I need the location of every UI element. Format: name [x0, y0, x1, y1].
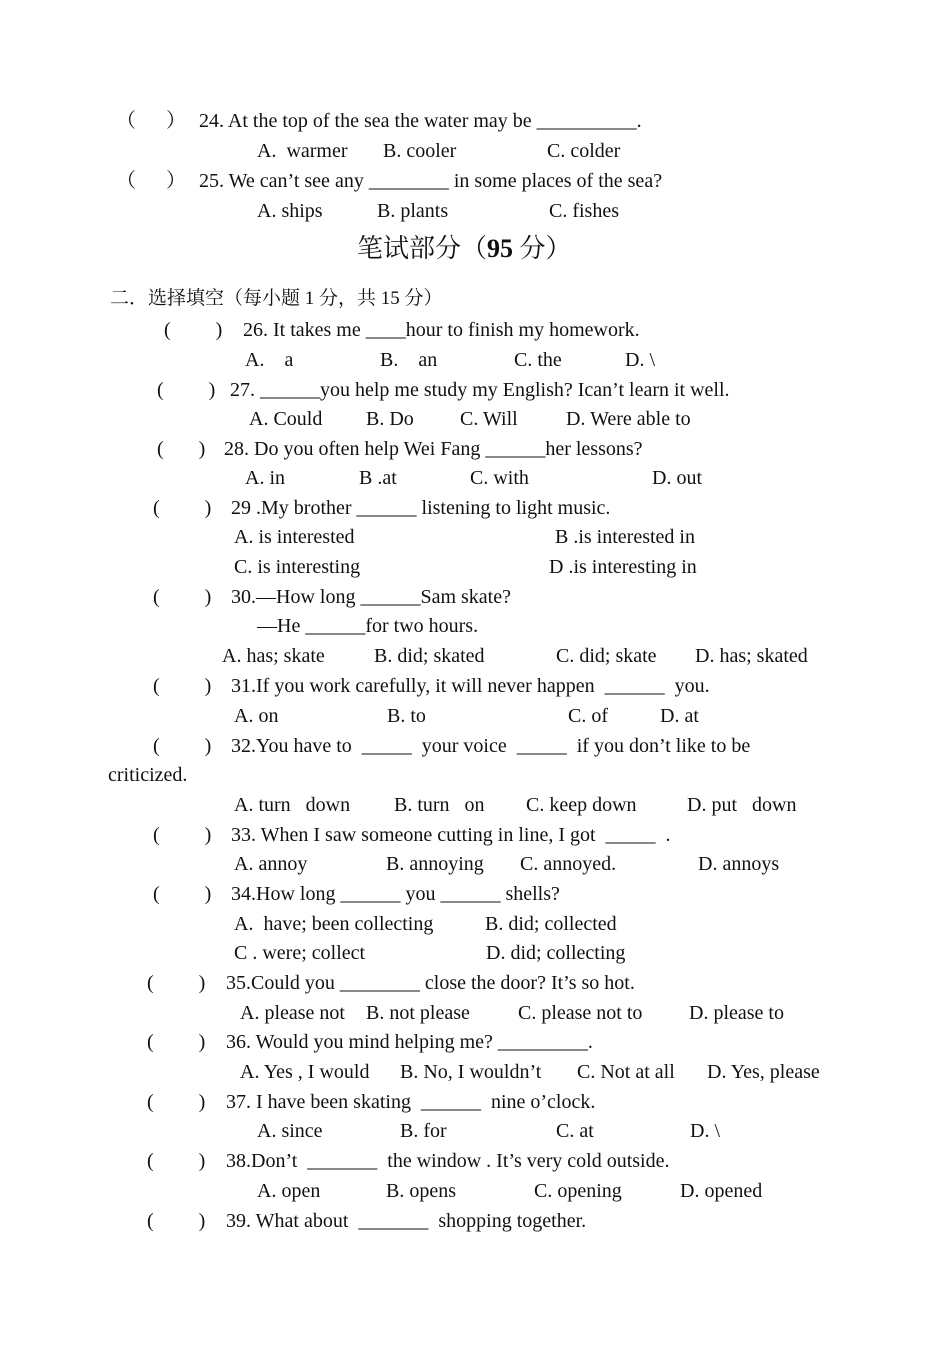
- q30-option-b: B. did; skated: [374, 645, 485, 667]
- q34-option-c: C . were; collect: [234, 942, 366, 964]
- q27-option-a: A. Could: [249, 408, 323, 430]
- q34-paren: ( ): [153, 883, 212, 905]
- q38-option-a: A. open: [257, 1180, 321, 1202]
- q24-paren: （ ）: [116, 110, 186, 132]
- q29-option-a: A. is interested: [234, 526, 355, 548]
- q32-stem-line-2: criticized.: [108, 764, 188, 786]
- q28-option-b: B .at: [359, 467, 397, 489]
- q36-option-c: C. Not at all: [577, 1061, 675, 1083]
- q30-option-d: D. has; skated: [695, 645, 808, 667]
- q32-option-d: D. put down: [687, 794, 797, 816]
- q26-option-a: A. a: [245, 349, 294, 371]
- q34-option-a: A. have; been collecting: [234, 913, 434, 935]
- q35-option-a: A. please not: [240, 1002, 345, 1024]
- q31-option-b: B. to: [387, 705, 426, 727]
- q28-option-c: C. with: [470, 467, 529, 489]
- q32-stem: 32.You have to _____ your voice _____ if you don’t like to be: [231, 735, 751, 757]
- q38-paren: ( ): [147, 1150, 206, 1172]
- q26-stem: 26. It takes me ____hour to finish my homework.: [243, 319, 640, 341]
- q31-option-a: A. on: [234, 705, 279, 727]
- q32-option-b: B. turn on: [394, 794, 485, 816]
- q38-option-d: D. opened: [680, 1180, 763, 1202]
- q26-option-d: D. \: [625, 349, 655, 371]
- q28-paren: ( ): [157, 438, 206, 460]
- q32-paren: ( ): [153, 735, 212, 757]
- q30-option-c: C. did; skate: [556, 645, 657, 667]
- q30-stem: 30.—How long ______Sam skate?: [231, 586, 511, 608]
- q29-option-d: D .is interesting in: [549, 556, 697, 578]
- q37-option-b: B. for: [400, 1120, 447, 1142]
- section-2-heading: 二．选择填空（每小题 1 分，共 15 分）: [110, 288, 443, 309]
- q29-option-c: C. is interesting: [234, 556, 361, 578]
- q24-option-b: B. cooler: [383, 140, 457, 162]
- q25-paren: （ ）: [116, 170, 186, 192]
- q38-option-b: B. opens: [386, 1180, 456, 1202]
- q37-stem: 37. I have been skating ______ nine o’clock.: [226, 1091, 596, 1113]
- q25-option-c: C. fishes: [549, 200, 619, 222]
- q34-option-b: B. did; collected: [485, 913, 617, 935]
- q38-option-c: C. opening: [534, 1180, 622, 1202]
- q28-stem: 28. Do you often help Wei Fang ______her lessons?: [224, 438, 643, 460]
- q26-paren: ( ): [164, 319, 223, 341]
- q25-option-a: A. ships: [257, 200, 323, 222]
- q27-option-d: D. Were able to: [566, 408, 691, 430]
- q35-option-c: C. please not to: [518, 1002, 643, 1024]
- q35-paren: ( ): [147, 972, 206, 994]
- q38-stem: 38.Don’t _______ the window . It’s very cold outside.: [226, 1150, 670, 1172]
- q37-option-d: D. \: [690, 1120, 720, 1142]
- q35-option-b: B. not please: [366, 1002, 470, 1024]
- q33-stem: 33. When I saw someone cutting in line, I got _____ .: [231, 824, 671, 846]
- q35-stem: 35.Could you ________ close the door? It’s so hot.: [226, 972, 635, 994]
- q37-option-c: C. at: [556, 1120, 594, 1142]
- q32-option-c: C. keep down: [526, 794, 637, 816]
- section-title: 笔试部分（95 分）: [357, 234, 572, 263]
- q29-stem: 29 .My brother ______ listening to light music.: [231, 497, 611, 519]
- q25-stem: 25. We can’t see any ________ in some places of the sea?: [199, 170, 663, 192]
- q31-paren: ( ): [153, 675, 212, 697]
- q27-option-c: C. Will: [460, 408, 518, 430]
- q30-option-a: A. has; skate: [222, 645, 325, 667]
- q33-option-a: A. annoy: [234, 853, 308, 875]
- q29-paren: ( ): [153, 497, 212, 519]
- q24-stem: 24. At the top of the sea the water may be __________.: [199, 110, 642, 132]
- q28-option-a: A. in: [245, 467, 285, 489]
- q31-stem: 31.If you work carefully, it will never happen ______ you.: [231, 675, 710, 697]
- q34-option-d: D. did; collecting: [486, 942, 626, 964]
- q27-stem: 27. ______you help me study my English? Ican’t learn it well.: [230, 379, 730, 401]
- q36-option-d: D. Yes, please: [707, 1061, 820, 1083]
- q36-stem: 36. Would you mind helping me? _________.: [226, 1031, 593, 1053]
- q39-stem: 39. What about _______ shopping together.: [226, 1210, 587, 1232]
- q31-option-d: D. at: [660, 705, 699, 727]
- q37-paren: ( ): [147, 1091, 206, 1113]
- q29-option-b: B .is interested in: [555, 526, 695, 548]
- q26-option-b: B. an: [380, 349, 438, 371]
- q24-option-c: C. colder: [547, 140, 621, 162]
- q30-stem-line-2: —He ______for two hours.: [257, 615, 479, 637]
- q25-option-b: B. plants: [377, 200, 449, 222]
- q37-option-a: A. since: [257, 1120, 323, 1142]
- q33-option-c: C. annoyed.: [520, 853, 617, 875]
- q28-option-d: D. out: [652, 467, 702, 489]
- q35-option-d: D. please to: [689, 1002, 784, 1024]
- q33-option-b: B. annoying: [386, 853, 484, 875]
- q27-option-b: B. Do: [366, 408, 414, 430]
- q36-paren: ( ): [147, 1031, 206, 1053]
- q36-option-b: B. No, I wouldn’t: [400, 1061, 542, 1083]
- q30-paren: ( ): [153, 586, 212, 608]
- q26-option-c: C. the: [514, 349, 562, 371]
- q31-option-c: C. of: [568, 705, 608, 727]
- q24-option-a: A. warmer: [257, 140, 348, 162]
- q36-option-a: A. Yes , I would: [240, 1061, 370, 1083]
- q39-paren: ( ): [147, 1210, 206, 1232]
- q27-paren: ( ): [157, 379, 216, 401]
- q32-option-a: A. turn down: [234, 794, 351, 816]
- q34-stem: 34.How long ______ you ______ shells?: [231, 883, 560, 905]
- q33-paren: ( ): [153, 824, 212, 846]
- q33-option-d: D. annoys: [698, 853, 780, 875]
